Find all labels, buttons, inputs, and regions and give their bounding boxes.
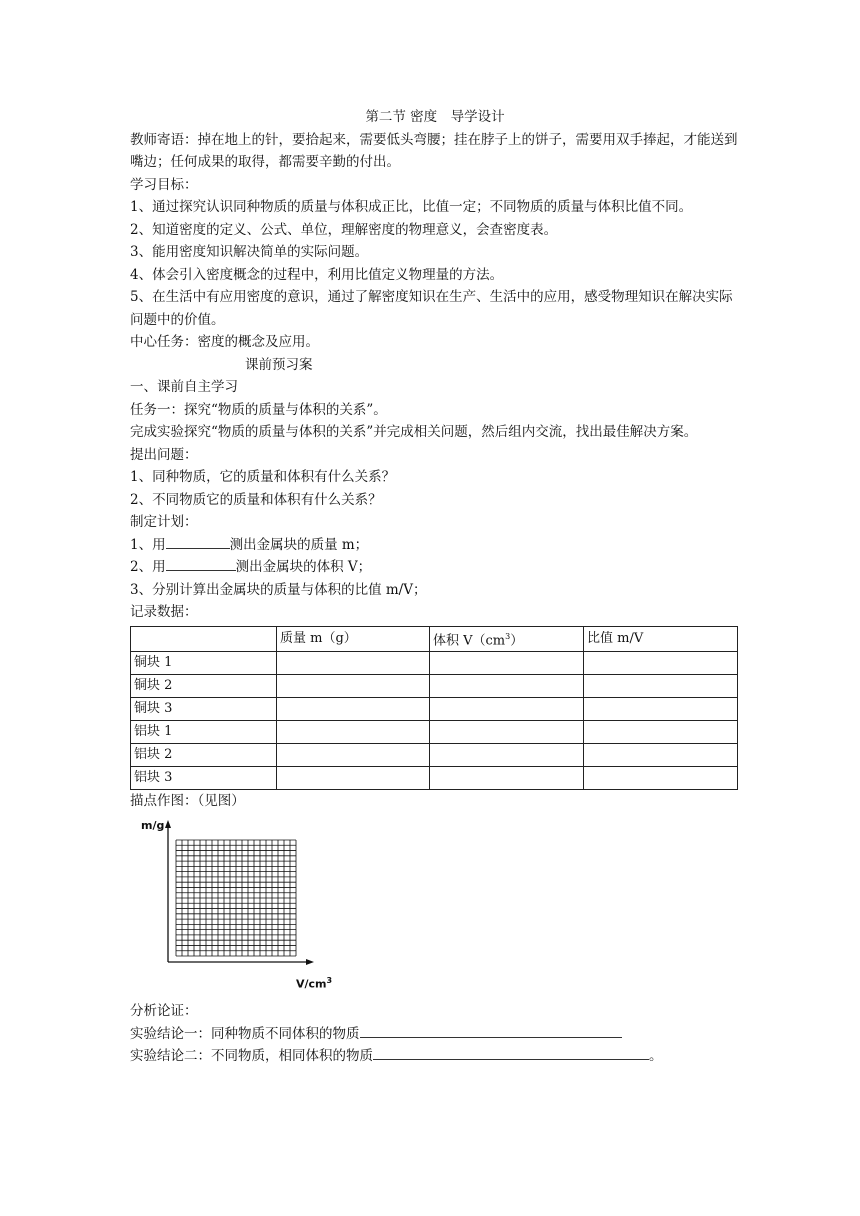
question-item-2: 2、不同物质它的质量和体积有什么关系？ [130, 491, 382, 508]
x-axis-label: $V/cm^3$ [296, 976, 333, 991]
plan-item-1 [130, 534, 740, 557]
preview-title: 课前预习案 [245, 356, 313, 373]
row-label: 铜块 1 [131, 651, 277, 674]
core-task: 中心任务：密度的概念及应用。 [130, 334, 319, 350]
table-cell-input[interactable] [584, 674, 738, 697]
table-cell-input[interactable] [430, 720, 584, 743]
row-label: 铝块 3 [131, 766, 277, 789]
fill-blank-instrument-volume[interactable] [166, 556, 236, 571]
plan-item-2-suffix: 测出金属块的体积 V； [235, 559, 372, 575]
table-row [131, 743, 738, 766]
table-cell-input[interactable] [430, 674, 584, 697]
table-cell-input[interactable] [430, 697, 584, 720]
x-axis-arrow-icon [306, 959, 314, 965]
goal-item-1: 1、通过探究认识同种物质的质量与体积成正比，比值一定；不同物质的质量与体积比值不同。 [130, 199, 693, 215]
table-row [131, 766, 738, 789]
table-cell-input[interactable] [584, 697, 738, 720]
table-row [131, 697, 738, 720]
fill-blank-instrument-mass[interactable] [166, 534, 230, 549]
mass-volume-grid[interactable] [138, 812, 358, 991]
questions-heading: 提出问题： [130, 446, 198, 463]
conclusion-two: 实验结论二：不同物质，相同体积的物质 。 [130, 1045, 740, 1068]
plan-item-1-prefix: 1、用 [130, 536, 166, 553]
table-cell-input[interactable] [277, 674, 430, 697]
table-cell-input[interactable] [277, 766, 430, 789]
table-cell-input[interactable] [584, 766, 738, 789]
table-header-ratio: 比值 m/V [584, 626, 738, 651]
plan-item-1-suffix: 测出金属块的质量 m； [229, 536, 369, 553]
table-header-mass: 质量 m（g） [277, 626, 430, 651]
teacher-motto: 教师寄语：掉在地上的针，要拾起来，需要低头弯腰；挂在脖子上的饼子，需要用双手捧起，才能送到嘴边；任何成果的取得，都需要辛勤的付出。 [130, 131, 738, 170]
goals-heading: 学习目标： [130, 176, 198, 193]
conclusion-one: 实验结论一：同种物质不同体积的物质 [130, 1023, 740, 1046]
table-cell-input[interactable] [277, 651, 430, 674]
fill-blank-conclusion-one[interactable] [360, 1023, 622, 1038]
table-cell-input[interactable] [430, 651, 584, 674]
grid-graph [138, 812, 358, 984]
plan-item-2-prefix: 2、用 [130, 559, 166, 575]
task-one: 任务一：探究“物质的质量与体积的关系”。 [130, 401, 387, 418]
data-record-table [130, 626, 738, 790]
table-header-volume: 体积 $V(cm^3)$ [430, 626, 584, 651]
row-label: 铝块 2 [131, 743, 277, 766]
table-cell-input[interactable] [277, 697, 430, 720]
worksheet-page [130, 106, 740, 1068]
goal-item-5: 5、在生活中有应用密度的意识，通过了解密度知识在生产、生活中的应用，感受物理知识在解决实际问题中的价值。 [130, 289, 733, 328]
plan-item-3: 3、分别计算出金属块的质量与体积的比值 m/V； [130, 581, 427, 598]
task-one-description: 完成实验探究“物质的质量与体积的关系”并完成相关问题，然后组内交流，找出最佳解决方案。 [130, 424, 698, 440]
table-cell-input[interactable] [584, 651, 738, 674]
fill-blank-conclusion-two[interactable] [373, 1045, 649, 1060]
record-heading: 记录数据： [130, 604, 198, 620]
table-cell-input[interactable] [584, 743, 738, 766]
table-cell-input[interactable] [277, 743, 430, 766]
goal-item-3: 3、能用密度知识解决简单的实际问题。 [130, 244, 369, 260]
table-header-row [131, 626, 738, 651]
row-label: 铜块 2 [131, 674, 277, 697]
goal-item-2: 2、知道密度的定义、公式、单位，理解密度的物理意义，会查密度表。 [130, 221, 558, 238]
y-axis-arrow-icon [165, 820, 171, 828]
table-cell-input[interactable] [430, 743, 584, 766]
plan-heading: 制定计划： [130, 514, 198, 530]
table-header-cell [131, 626, 277, 651]
table-cell-input[interactable] [584, 720, 738, 743]
table-cell-input[interactable] [277, 720, 430, 743]
plot-heading: 描点作图：（见图） [130, 792, 245, 809]
plan-item-2 [130, 556, 740, 579]
y-axis-label: m/g [141, 819, 165, 833]
page-title: 第二节 密度 导学设计 [365, 109, 505, 125]
section-heading: 一、课前自主学习 [130, 379, 238, 395]
goal-item-4: 4、体会引入密度概念的过程中，利用比值定义物理量的方法。 [130, 266, 504, 283]
question-item-1: 1、同种物质，它的质量和体积有什么关系？ [130, 469, 396, 485]
row-label: 铜块 3 [131, 697, 277, 720]
table-row [131, 674, 738, 697]
table-cell-input[interactable] [430, 766, 584, 789]
table-row [131, 720, 738, 743]
analysis-heading: 分析论证： [130, 1003, 198, 1020]
table-row [131, 651, 738, 674]
row-label: 铝块 1 [131, 720, 277, 743]
